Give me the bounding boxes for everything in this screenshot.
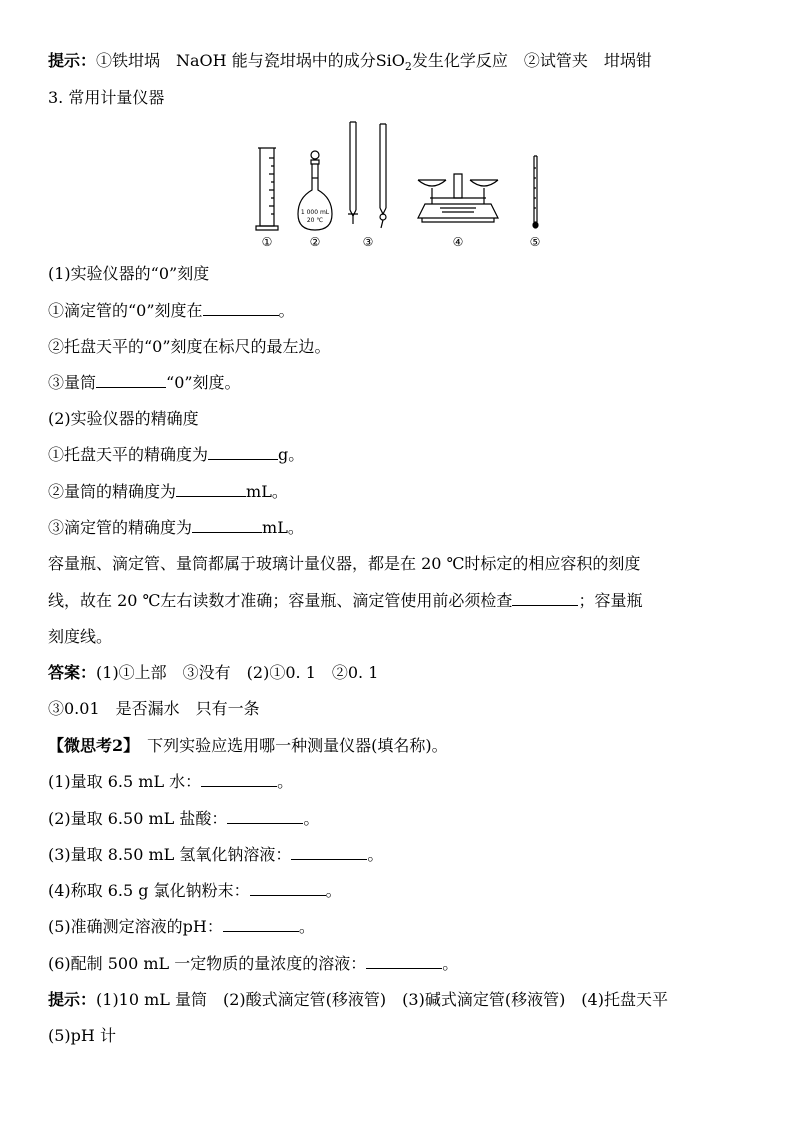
hint-line-1 — [48, 50, 652, 78]
q2-b-end: mL。 — [246, 482, 288, 501]
item-text: (1)量取 6.5 mL 水： — [48, 772, 202, 791]
answer-blank[interactable] — [366, 954, 442, 969]
item-end: 。 — [277, 772, 294, 791]
q2-a-text: ①托盘天平的精确度为 — [48, 445, 209, 464]
q2-a-end: g。 — [278, 445, 305, 464]
q1-item-c — [48, 372, 241, 394]
q2-b-text: ②量筒的精确度为 — [48, 482, 177, 501]
thermometer-icon — [533, 156, 538, 228]
item-text: (2)量取 6.50 mL 盐酸： — [48, 809, 228, 828]
answer-blank[interactable] — [227, 809, 303, 824]
answer-blank[interactable] — [201, 772, 277, 787]
think2-item-4 — [48, 880, 342, 902]
think2-item-5 — [48, 916, 315, 938]
item-text: (6)配制 500 mL 一定物质的量浓度的溶液： — [48, 954, 367, 973]
q2-item-b — [48, 481, 288, 503]
para-line-2-text: 线，故在 20 ℃左右读数才准确；容量瓶、滴定管使用前必须检查 — [48, 591, 513, 610]
item-end: 。 — [325, 881, 342, 900]
hint2-line-1 — [48, 989, 668, 1011]
answer-line-1 — [48, 662, 378, 684]
para-line-3: 刻度线。 — [48, 627, 113, 646]
answer-blank[interactable] — [291, 845, 367, 860]
graduated-cylinder-icon — [256, 148, 278, 230]
item-text: (3)量取 8.50 mL 氢氧化钠溶液： — [48, 845, 292, 864]
q1-c-end: “0”刻度。 — [166, 373, 241, 392]
think2-item-6 — [48, 953, 458, 975]
q1-a-text: ①滴定管的“0”刻度在 — [48, 301, 203, 320]
instruments-figure — [250, 118, 550, 253]
q2-c-end: mL。 — [262, 518, 304, 537]
item-end: 。 — [442, 954, 459, 973]
figure-label-3: ③ — [362, 235, 374, 249]
hint-label: 提示： — [48, 51, 97, 70]
q1-a-end: 。 — [278, 301, 295, 320]
figure-label-2: ② — [309, 235, 321, 249]
answer-blank[interactable] — [176, 482, 246, 497]
q2-c-text: ③滴定管的精确度为 — [48, 518, 193, 537]
answer-blank[interactable] — [203, 301, 279, 316]
think2-prompt: 下列实验应选用哪一种测量仪器(填名称)。 — [131, 736, 448, 755]
burettes-icon — [348, 122, 386, 228]
item-text: (5)准确测定溶液的pH： — [48, 917, 223, 936]
hint-text-b: 发生化学反应 ②试管夹 坩埚钳 — [411, 51, 652, 70]
para-line-2 — [48, 590, 642, 612]
hint2-line-2: (5)pH 计 — [48, 1026, 116, 1045]
answer-blank[interactable] — [512, 591, 578, 606]
answer-text-1: (1)①上部 ③没有 (2)①0. 1 ②0. 1 — [96, 663, 379, 682]
hint2-text-1: (1)10 mL 量筒 (2)酸式滴定管(移液管) (3)碱式滴定管(移液管) (4)托盘天平 — [96, 990, 668, 1009]
figure-label-4: ④ — [452, 235, 464, 249]
para-line-1: 容量瓶、滴定管、量筒都属于玻璃计量仪器，都是在 20 ℃时标定的相应容积的刻度 — [48, 554, 641, 573]
q2-item-c — [48, 517, 304, 539]
flask-temperature-label: 20 ℃ — [306, 217, 324, 224]
hint-subscript: 2 — [404, 60, 412, 74]
figure-label-1: ① — [261, 235, 273, 249]
q2-title: (2)实验仪器的精确度 — [48, 409, 199, 428]
figure-label-5: ⑤ — [529, 235, 541, 249]
answer-blank[interactable] — [250, 881, 326, 896]
think2-heading — [48, 735, 448, 757]
para-line-2-end: ；容量瓶 — [578, 591, 643, 610]
tray-balance-icon — [418, 174, 498, 222]
think2-item-2 — [48, 808, 319, 830]
hint2-label: 提示： — [48, 990, 97, 1009]
item-end: 。 — [367, 845, 384, 864]
q1-item-b: ②托盘天平的“0”刻度在标尺的最左边。 — [48, 337, 331, 356]
answer-label: 答案： — [48, 663, 97, 682]
item-end: 。 — [298, 917, 315, 936]
answer-blank[interactable] — [223, 917, 299, 932]
flask-capacity-label: 1 000 mL — [300, 209, 330, 216]
section-title: 3. 常用计量仪器 — [48, 88, 165, 107]
think2-title: 【微思考2】 — [48, 736, 132, 755]
answer-blank[interactable] — [208, 445, 278, 460]
q2-item-a — [48, 444, 304, 466]
q1-title: (1)实验仪器的“0”刻度 — [48, 264, 210, 283]
q1-item-a — [48, 300, 295, 322]
think2-item-1 — [48, 771, 293, 793]
volumetric-flask-icon — [298, 151, 332, 230]
item-text: (4)称取 6.5 g 氯化钠粉末： — [48, 881, 250, 900]
answer-blank[interactable] — [192, 518, 262, 533]
hint-text-a: ①铁坩埚 NaOH 能与瓷坩埚中的成分SiO — [96, 51, 405, 70]
think2-item-3 — [48, 844, 383, 866]
item-end: 。 — [303, 809, 320, 828]
answer-line-2: ③0.01 是否漏水 只有一条 — [48, 699, 260, 718]
answer-blank[interactable] — [96, 373, 166, 388]
q1-c-text: ③量筒 — [48, 373, 97, 392]
